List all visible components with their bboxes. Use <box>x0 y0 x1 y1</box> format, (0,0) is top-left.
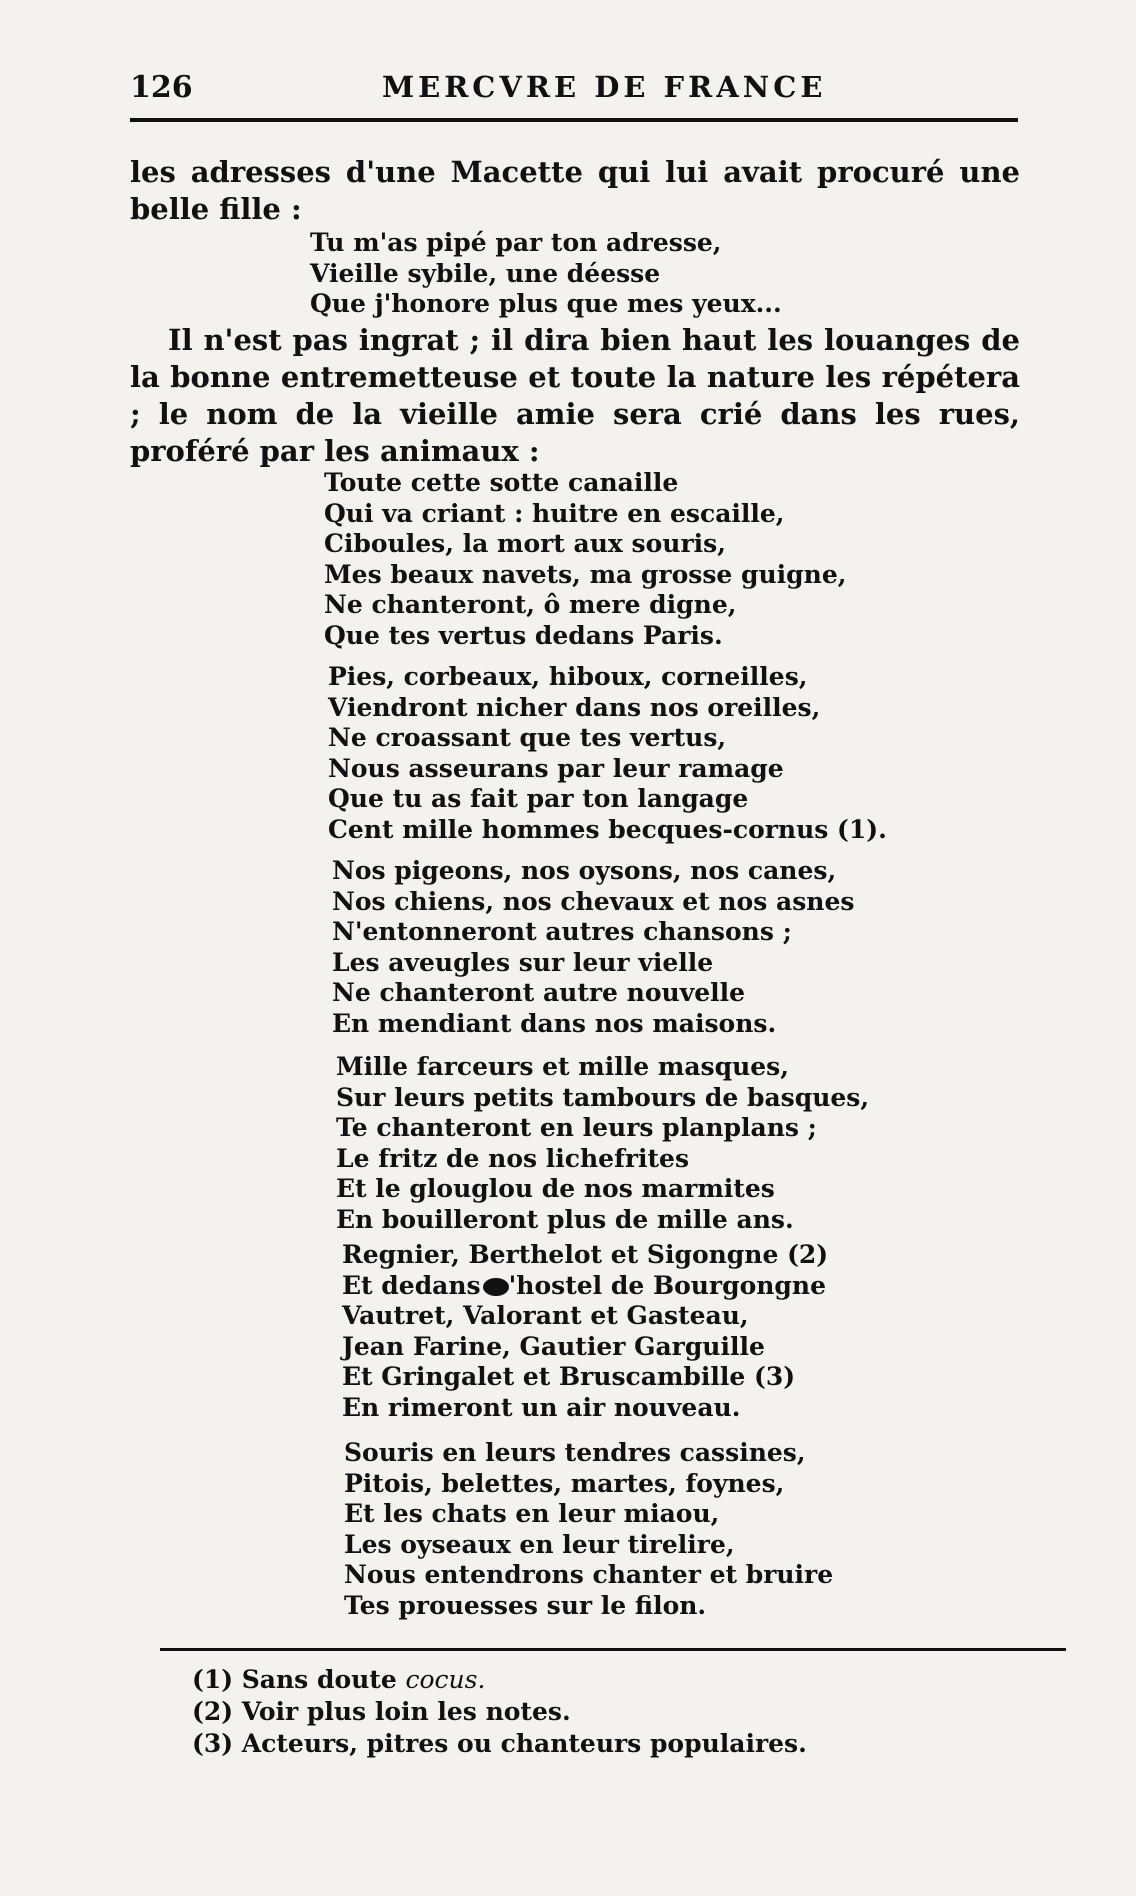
verse-line: Mille farceurs et mille masques, <box>336 1052 789 1081</box>
verse-line: Et le glouglou de nos marmites <box>336 1174 775 1203</box>
stanza-3 <box>328 662 887 845</box>
verse-fragment: 'hostel de Bourgongne <box>508 1270 826 1300</box>
footnote-3: (3) Acteurs, pitres ou chanteurs populaires. <box>192 1729 807 1758</box>
verse-line: Les aveugles sur leur vielle <box>332 947 714 977</box>
verse-line: Ciboules, la mort aux souris, <box>324 529 726 558</box>
verse-line: Qui va criant : huitre en escaille, <box>324 498 785 528</box>
stanza-2 <box>324 468 846 651</box>
verse-line: Et Gringalet et Bruscambille (3) <box>342 1362 796 1391</box>
verse-line <box>342 1271 828 1302</box>
verse-line: En bouilleront plus de mille ans. <box>336 1204 794 1234</box>
verse-line: En mendiant dans nos maisons. <box>332 1008 777 1038</box>
running-title: MERCVRE DE FRANCE <box>382 70 827 104</box>
page-header <box>130 66 1016 112</box>
verse-fragment: Et dedans <box>342 1270 481 1300</box>
verse-line: N'entonneront autres chansons ; <box>332 917 792 946</box>
verse-line: Mes beaux navets, ma grosse guigne, <box>324 559 847 589</box>
verse-line: Cent mille hommes becques-cornus (1). <box>328 814 887 844</box>
footnote-rule <box>160 1648 1066 1651</box>
verse-line: Que tes vertus dedans Paris. <box>324 620 723 650</box>
footnote-1-text: (1) Sans doute <box>192 1665 397 1694</box>
stanza-7 <box>344 1438 833 1621</box>
verse-line: Toute cette sotte canaille <box>324 468 679 497</box>
verse-line: Tes prouesses sur le filon. <box>344 1590 707 1620</box>
verse-line: Les oyseaux en leur tirelire, <box>344 1529 735 1559</box>
ink-blot <box>483 1278 509 1296</box>
footnote-2: (2) Voir plus loin les notes. <box>192 1697 571 1726</box>
verse-line: Que j'honore plus que mes yeux... <box>310 289 782 318</box>
verse-line: Nos pigeons, nos oysons, nos canes, <box>332 856 837 885</box>
verse-line: Nos chiens, nos chevaux et nos asnes <box>332 886 855 916</box>
paragraph-1: les adresses d'une Macette qui lui avait procuré une belle fille : <box>130 155 1020 226</box>
footnote-1-italic: cocus. <box>405 1665 486 1694</box>
verse-line: Pies, corbeaux, hiboux, corneilles, <box>328 662 808 691</box>
verse-line: Jean Farine, Gautier Garguille <box>342 1331 765 1361</box>
stanza-5 <box>336 1052 869 1235</box>
verse-line: En rimeront un air nouveau. <box>342 1392 741 1422</box>
stanza-6 <box>342 1240 828 1423</box>
verse-line: Pitois, belettes, martes, foynes, <box>344 1468 785 1498</box>
verse-line: Ne chanteront, ô mere digne, <box>324 590 737 619</box>
stanza-1 <box>310 228 782 320</box>
verse-line: Nous entendrons chanter et bruire <box>344 1560 834 1589</box>
verse-line: Viendront nicher dans nos oreilles, <box>328 692 821 722</box>
verse-line: Vautret, Valorant et Gasteau, <box>342 1301 749 1330</box>
verse-line: Te chanteront en leurs planplans ; <box>336 1113 817 1142</box>
verse-line: Le fritz de nos lichefrites <box>336 1143 690 1173</box>
verse-line: Sur leurs petits tambours de basques, <box>336 1082 870 1112</box>
verse-line: Vieille sybile, une déesse <box>310 258 661 288</box>
verse-line: Nous asseurans par leur ramage <box>328 753 784 783</box>
verse-line: Ne croassant que tes vertus, <box>328 723 727 752</box>
verse-line: Que tu as fait par ton langage <box>328 784 749 813</box>
page-number: 126 <box>130 70 193 105</box>
verse-line: Souris en leurs tendres cassines, <box>344 1438 806 1467</box>
header-rule <box>130 118 1018 122</box>
verse-line: Ne chanteront autre nouvelle <box>332 978 746 1007</box>
verse-line: Regnier, Berthelot et Sigongne (2) <box>342 1240 829 1269</box>
stanza-4 <box>332 856 854 1039</box>
verse-line: Et les chats en leur miaou, <box>344 1499 720 1528</box>
footnotes <box>192 1664 807 1760</box>
verse-line: Tu m'as pipé par ton adresse, <box>310 228 722 257</box>
footnote-1 <box>192 1664 807 1696</box>
paragraph-2: Il n'est pas ingrat ; il dira bien haut les louanges de la bonne entremetteuse et toute la nature les répétera ; le nom de la vieille amie sera crié dans les rues, proféré par les animaux : <box>130 323 1020 468</box>
